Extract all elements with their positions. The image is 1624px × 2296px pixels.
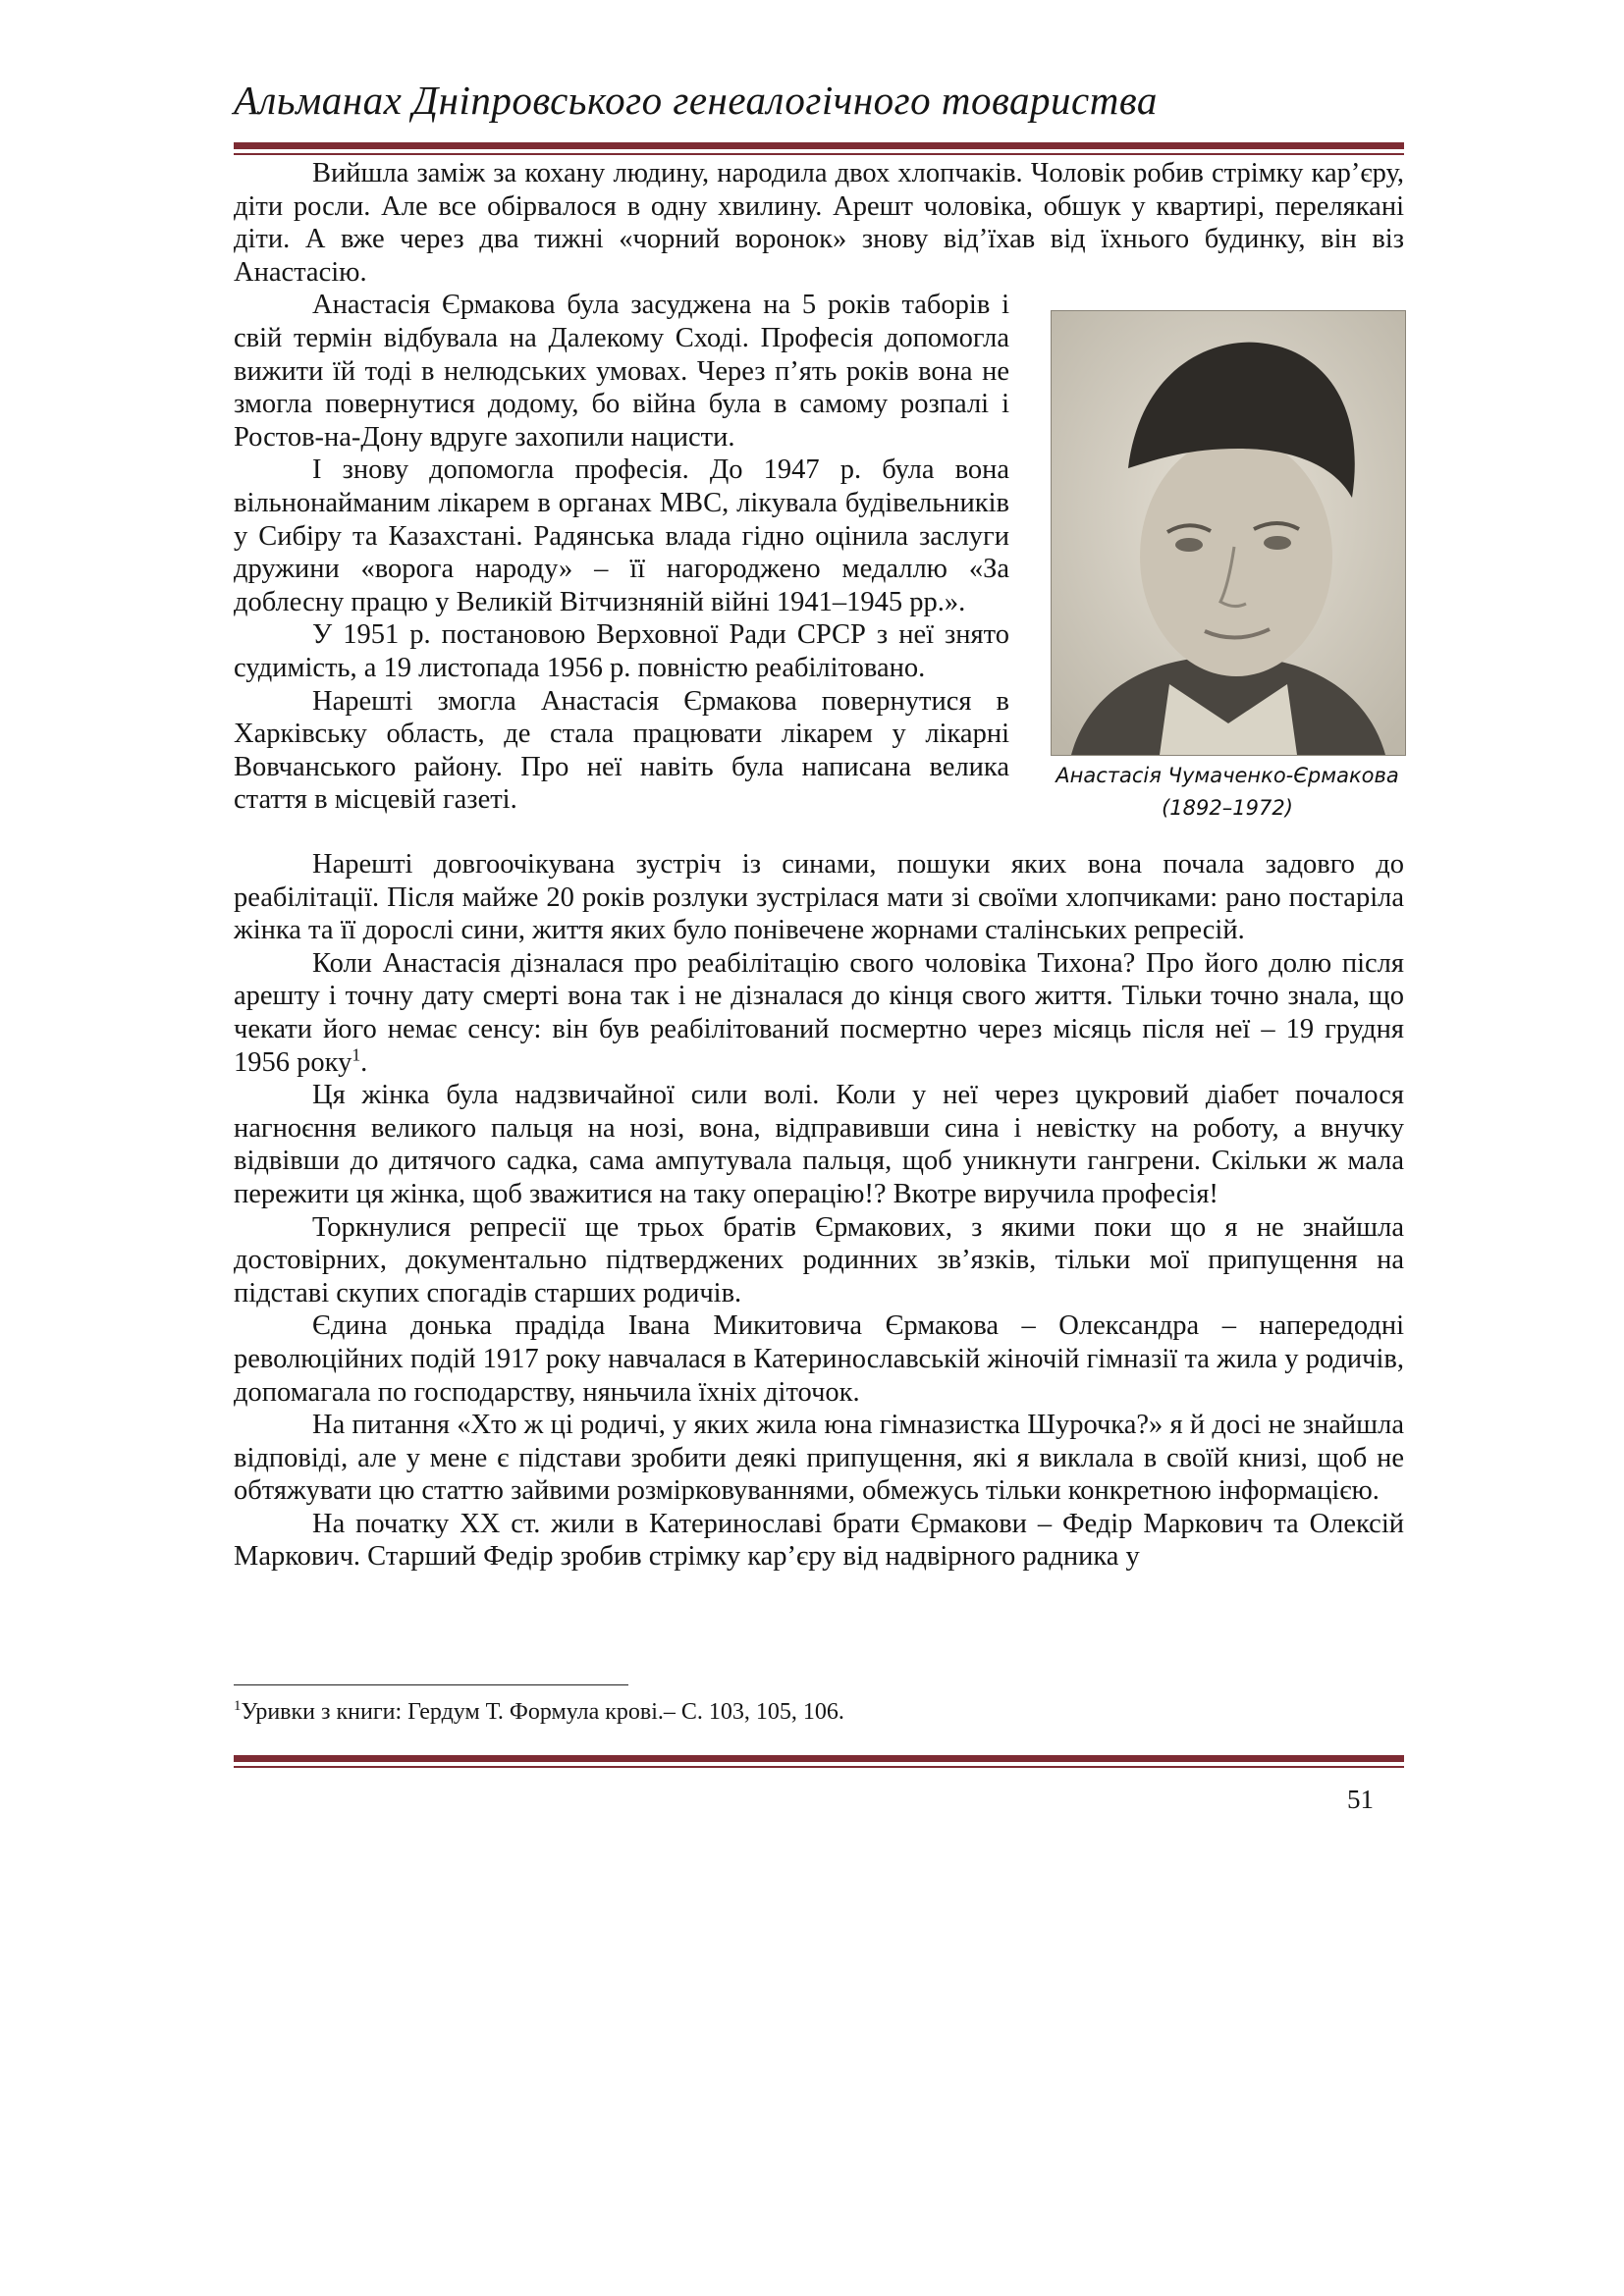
header-rule-thick (234, 142, 1404, 149)
caption-years: (1892–1972) (1162, 796, 1293, 820)
paragraph-11: На питання «Хто ж ці родичі, у яких жила юна гімназистка Шурочка?» я й досі не знайшла відповіді, але у мене є підстави зробити деякі припущення, які я виклала в своїй книзі, щоб не обтяжувати цю статтю зайвими розмірковуваннями, обмежусь тільки конкретною інформацією. (234, 1410, 1404, 1507)
footer-rule-thick (234, 1755, 1404, 1762)
paragraph-4: У 1951 р. постановою Верховної Ради СРСР з неї знято судимість, а 19 листопада 1956 р. повністю реабілітовано. (234, 619, 1009, 683)
footer-rule-thin (234, 1766, 1404, 1768)
text-bottom (234, 848, 1404, 1574)
text-beside-photo (234, 289, 1009, 817)
footnote (234, 1699, 844, 1726)
paragraph-1: Вийшла заміж за кохану людину, народила двох хлопчаків. Чоловік робив стрімку кар’єру, діти росли. Але все обірвалося в одну хвилину. Арешт чоловіка, обшук у квартирі, перелякані діти. А вже через два тижні «чорний воронок» знову від’їхав від їхнього будинку, він віз Анастасію. (234, 158, 1404, 288)
footnote-text: Уривки з книги: Гердум Т. Формула крові.– С. 103, 105, 106. (241, 1699, 844, 1725)
page-number: 51 (1347, 1785, 1374, 1814)
paragraph-9: Торкнулися репресії ще трьох братів Єрмакових, з якими поки що я не знайшла достовірних, документально підтверджених родинних зв’язків, тільки мої припущення на підставі скупих спогадів старших родичів. (234, 1211, 1404, 1308)
header-rule-thin (234, 153, 1404, 155)
paragraph-10: Єдина донька прадіда Івана Микитовича Єрмакова – Олександра – напередодні революційних подій 1917 року навчалася в Катеринославській жіночій гімназії та жила у родичів, допомагала по господарству, няньчила їхніх діточок. (234, 1310, 1404, 1408)
portrait-image (1052, 311, 1405, 755)
portrait-photo (1051, 310, 1406, 756)
paragraph-12: На початку ХХ ст. жили в Катеринославі брати Єрмакови – Федір Маркович та Олексій Маркович. Старший Федір зробив стрімку кар’єру від надвірного радника у (234, 1508, 1404, 1573)
footnote-ref[interactable]: 1 (352, 1044, 361, 1065)
header-title: Альманах Дніпровського генеалогічного товариства (234, 78, 1158, 123)
photo-caption (1051, 760, 1404, 825)
paragraph-8: Ця жінка була надзвичайної сили волі. Коли у неї через цукровий діабет почалося нагноєння великого пальця на нозі, вона, відправивши сина і невістку на роботу, а внучку відвівши до дитячого садка, сама ампутувала пальця, щоб уникнути гангрени. Скільки ж мала пережити ця жінка, щоб зважитися на таку операцію!? Вкотре виручила професія! (234, 1080, 1404, 1209)
paragraph-7: Коли Анастасія дізналася про реабілітацію свого чоловіка Тихона? Про його долю після арешту і точну дату смерті вона так і не дізналася до кінця свого життя. Тільки точно знала, що чекати його немає сенсу: він був реабілітований посмертно через місяць після неї – 19 грудня 1956 року$^1$. (234, 947, 1404, 1078)
paragraph-2: Анастасія Єрмакова була засуджена на 5 років таборів і свій термін відбувала на Далекому Сході. Професія допомогла вижити їй тоді в нелюдських умовах. Через п’ять років вона не змогла повернутися додому, бо війна була в самому розпалі і Ростов-на-Дону вдруге захопили нацисти. (234, 290, 1009, 453)
paragraph-6: Нарешті довгоочікувана зустріч із синами, пошуки яких вона почала задовго до реабілітації. Після майже 20 років розлуки зустрілася мати зі своїми хлопчиками: рано постаріла жінка та її дорослі сини, життя яких було понівечене жорнами сталінських репресій. (234, 849, 1404, 946)
paragraph-3: І знову допомогла професія. До 1947 р. була вона вільнонайманим лікарем в органах МВС, лікувала будівельників у Сибіру та Казахстані. Радянська влада гідно оцінила заслуги дружини «ворога народу» – її нагороджено медаллю «За доблесну працю у Великій Вітчизняній війні 1941–1945 рр.». (234, 454, 1009, 617)
footnote-marker: 1 (234, 1698, 242, 1714)
footnote-separator (234, 1684, 628, 1685)
caption-name: Анастасія Чумаченко-Єрмакова (1056, 764, 1399, 787)
paragraph-5: Нарешті змогла Анастасія Єрмакова повернутися в Харківську область, де стала працювати лікарем у лікарні Вовчанського району. Про неї навіть була написана велика стаття в місцевій газеті. (234, 685, 1009, 816)
paragraph-7-text: Коли Анастасія дізналася про реабілітацію свого чоловіка Тихона? Про його долю після арешту і точну дату смерті вона так і не дізналася до кінця свого життя. Тільки точно знала, що чекати його немає сенсу: він був реабілітований посмертно через місяць після неї – 19 грудня 1956 року (234, 947, 1404, 1078)
